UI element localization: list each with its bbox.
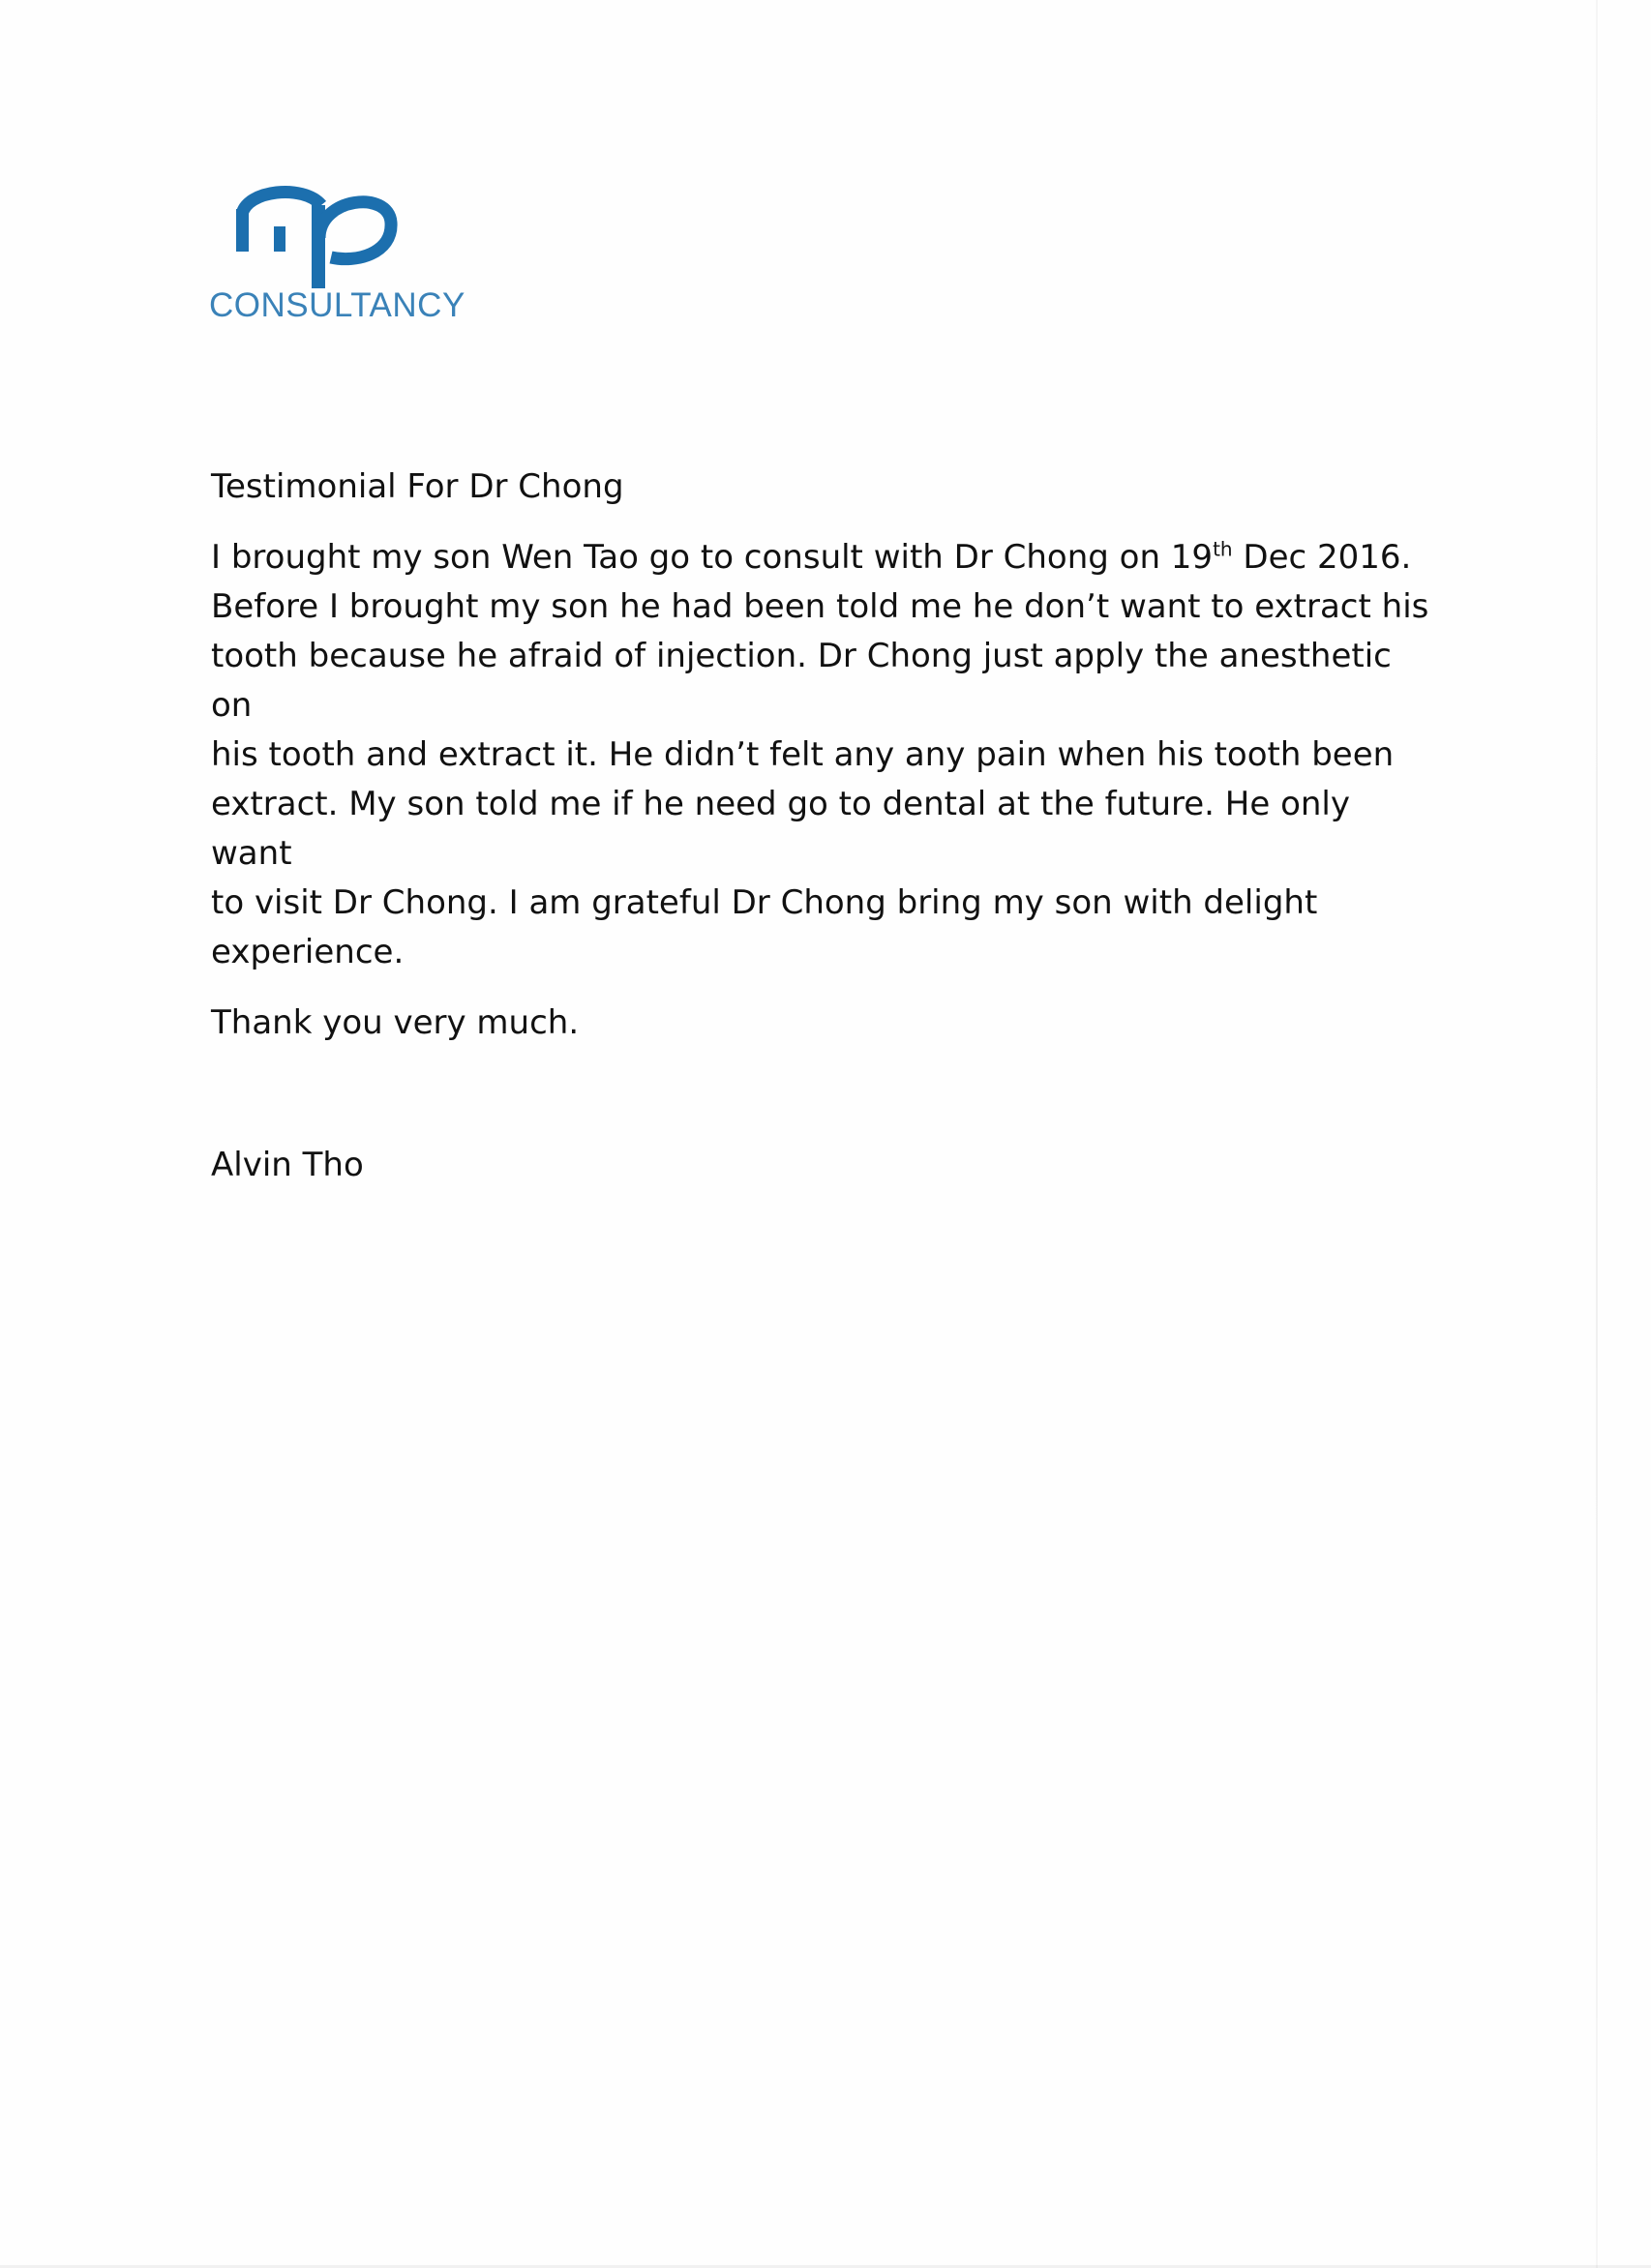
- testimonial-paragraph: [211, 533, 1430, 977]
- scan-edge: [1596, 0, 1598, 2268]
- paragraph-line: experience.: [211, 933, 405, 971]
- date-rest: Dec 2016.: [1232, 538, 1412, 577]
- paragraph-line: to visit Dr Chong. I am grateful Dr Chong bring my son with delight: [211, 883, 1318, 922]
- mp-logo-mark: [236, 180, 439, 288]
- paragraph-line: [211, 533, 1430, 582]
- paragraph-line: Before I brought my son he had been told me he don’t want to extract his: [211, 587, 1429, 626]
- closing-line: Thank you very much.: [211, 1003, 580, 1042]
- paragraph-line: his tooth and extract it. He didn’t felt any any pain when his tooth been: [211, 735, 1395, 774]
- signature-name: Alvin Tho: [211, 1146, 364, 1184]
- letter-content: [211, 463, 1430, 1190]
- company-logo: [207, 180, 468, 325]
- line-text: I brought my son Wen Tao go to consult with Dr Chong on 19: [211, 538, 1214, 577]
- date-ordinal-suffix: th: [1213, 537, 1233, 561]
- paragraph-line: tooth because he afraid of injection. Dr Chong just apply the anesthetic on: [211, 637, 1392, 725]
- paragraph-line: extract. My son told me if he need go to dental at the future. He only want: [211, 785, 1351, 873]
- logo-company-name: CONSULTANCY: [209, 286, 465, 324]
- letter-heading: Testimonial For Dr Chong: [211, 467, 624, 506]
